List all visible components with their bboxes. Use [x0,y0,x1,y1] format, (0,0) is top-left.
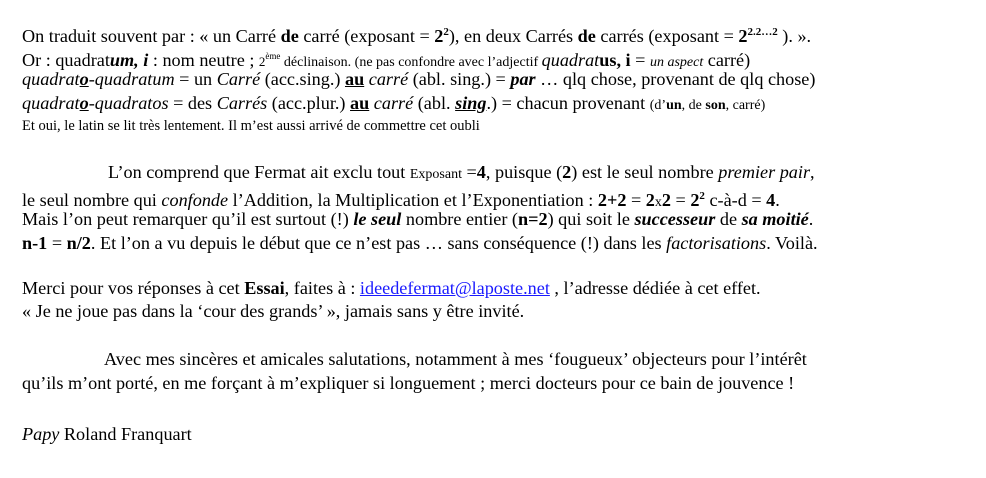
paragraph-3-line-2: « Je ne joue pas dans la ‘cour des grands’ », jamais sans y être invité. [22,301,525,321]
text: . Et l’on a vu depuis le début que ce n’est pas … sans conséquence (!) dans les [90,233,667,253]
math: 2 [645,190,655,210]
text: le seul nombre qui [22,190,162,210]
text-bold-italic: sa moitié [741,209,809,229]
math-base: 2 [690,190,700,210]
text: de [715,209,742,229]
text-bold-small: un [666,98,682,113]
text-bold-underline: au [350,93,370,113]
text-small: , de [681,98,706,113]
paragraph-2-line-3 [22,208,813,230]
text: (abl. [413,93,456,113]
paragraph-3-line-1 [22,277,761,299]
math-exponent: 2 [699,190,705,202]
signature-papy: Papy [22,424,60,444]
text: nombre entier ( [401,209,518,229]
text-italic-small: un aspect [649,55,704,70]
text: carré) [703,50,751,70]
text-italic: Carré [216,69,261,89]
text-italic: quadrat [22,93,80,113]
math: 4 [766,190,776,210]
paragraph-4-line-2: qu’ils m’ont porté, en me forçant à m’expliquer si longuement ; merci docteurs pour ce bain de jouvence ! [22,373,795,393]
ordinal-suffix: ème [265,51,281,61]
math-base: 2 [434,26,444,46]
text-bold-italic-underline: sing [455,93,487,113]
text-italic: -quadratum [88,69,175,89]
paragraph-1-line-4 [22,92,765,117]
math-base: 2 [738,26,748,46]
paragraph-4-line-1: Avec mes sincères et amicales salutations, notamment à mes ‘fougueux’ objecteurs pour l’intérêt [104,349,807,369]
text-italic: factorisations [666,233,767,253]
math: 2 [661,190,671,210]
text-small: (d’ [649,98,667,113]
paragraph-1-line-1 [22,21,811,47]
text-italic: confonde [161,190,229,210]
text: (acc.plur.) [267,93,351,113]
text: , l’adresse dédiée à cet effet. [549,278,761,298]
text-bold-underline: o [79,93,89,113]
math: n/2 [66,233,91,253]
paragraph-2-line-4 [22,232,818,254]
text: = [47,233,67,253]
math: 2+2 [597,190,627,210]
text-bold: de [577,26,596,46]
text: .) = chacun provenant [486,93,650,113]
text: (abl. sing.) = [408,69,511,89]
text-bold: 4 [476,162,486,182]
text: carrés (exposant = [595,26,739,46]
math: n=2 [517,209,548,229]
text-bold-italic: um, i [109,50,149,70]
text-bold: us, i [599,50,631,70]
text-italic: quadrat [22,69,80,89]
text: ) est le seul nombre [571,162,719,182]
text: L’on comprend que Fermat ait exclu tout [108,162,410,182]
text: = [630,50,650,70]
text-italic: premier pair [718,162,811,182]
text-bold-underline: au [344,69,365,89]
text-small: Exposant [409,167,462,182]
text: … qlq chose, provenant de qlq chose) [535,69,816,89]
text: Merci pour vos réponses à cet [22,278,245,298]
text-small: ne pas confondre avec l’adjectif [359,55,542,70]
paragraph-1-line-3 [22,68,815,90]
text: : nom neutre ; [148,50,259,70]
text-bold-italic: successeur [634,209,716,229]
text: ), en deux Carrés [448,26,578,46]
text-bold-italic: le seul [353,209,402,229]
text: ) qui soit le [547,209,635,229]
text-italic: quadrat [541,50,600,70]
ordinal: 2 [258,54,266,69]
text: ). ». [777,26,812,46]
text: . [775,190,780,210]
math: n-1 [22,233,48,253]
text: . [808,209,814,229]
paragraph-2-line-1 [108,161,815,186]
text: Mais l’on peut remarquer qu’il est surtout (!) [22,209,354,229]
text: , [810,162,815,182]
text: = des [168,93,217,113]
text: carré (exposant = [298,26,435,46]
signature [22,423,192,445]
text: = [670,190,691,210]
text-italic: -quadratos [88,93,169,113]
paragraph-1-note: Et oui, le latin se lit très lentement. Il m’est aussi arrivé de commettre cet oubli [22,118,480,134]
text-bold: de [280,26,299,46]
text: c-à-d = [704,190,767,210]
text: = un [174,69,217,89]
text-bold-italic: par [510,69,536,89]
text-small: , carré) [725,98,766,113]
math-times: x [654,195,662,210]
text-small: déclinaison. ( [280,55,360,70]
text-bold: Essai [244,278,285,298]
text: On traduit souvent par : « un Carré [22,26,281,46]
text: = [626,190,646,210]
text: , faites à : [284,278,360,298]
text: . Voilà. [766,233,818,253]
email-link[interactable]: ideedefermat@laposte.net [359,278,550,298]
text-bold: 2 [562,162,572,182]
text-italic: carré [368,69,409,89]
text: Or : quadrat [22,50,110,70]
text-bold-small: son [705,98,726,113]
text-bold-underline: o [79,69,89,89]
signature-name: Roland Franquart [59,424,192,444]
text: , puisque ( [485,162,563,182]
text: (acc.sing.) [260,69,345,89]
math-exponent: 2.2…2 [747,26,778,38]
text: l’Addition, la Multiplication et l’Exponentiation : [228,190,598,210]
text-italic: carré [373,93,414,113]
math-exponent: 2 [443,26,449,38]
text: = [461,162,477,182]
text-italic: Carrés [216,93,268,113]
